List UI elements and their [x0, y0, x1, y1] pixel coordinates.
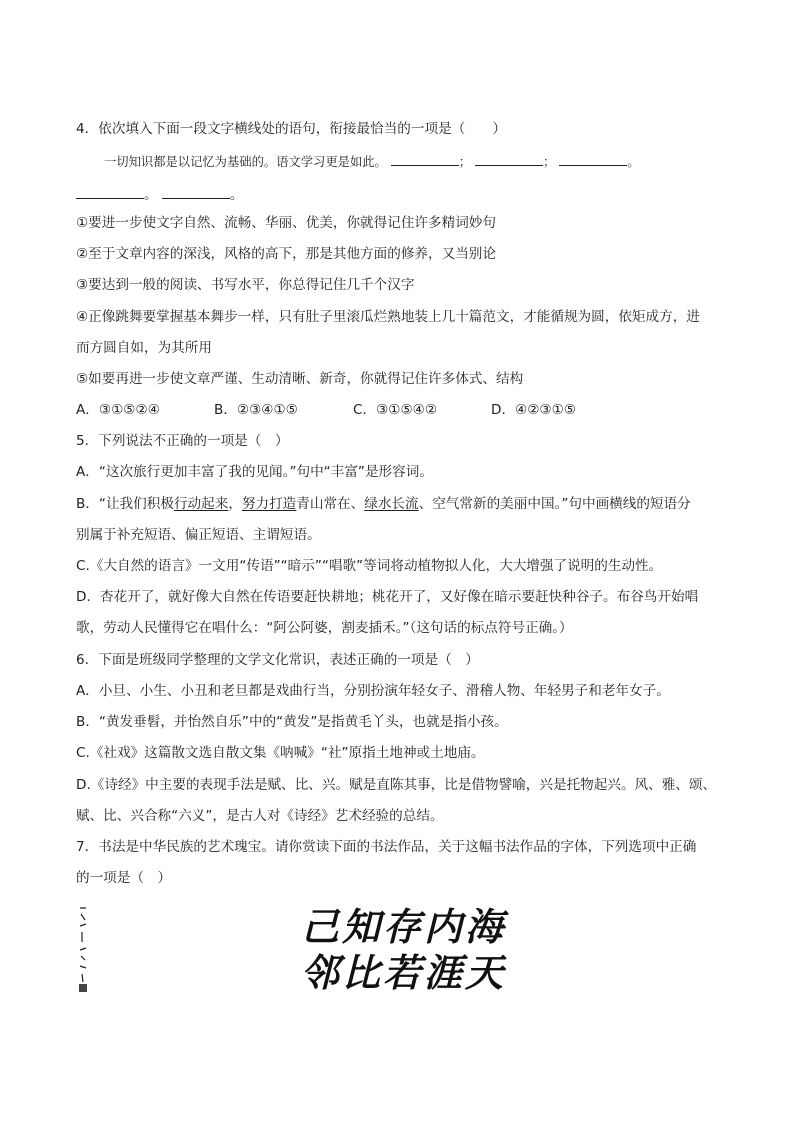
q4-sep: 。	[229, 187, 244, 203]
q4-item-4-cont: 而方圆自如，为其所用	[76, 340, 212, 356]
calligraphy-svg	[76, 898, 507, 995]
q5-b-underlined-1: 行动起来	[173, 496, 229, 512]
q4-stem: 4．依次填入下面一段文字横线处的语句，衔接最恰当的一项是（ ）	[76, 121, 507, 137]
q5-stem: 5．下列说法不正确的一项是（ ）	[76, 433, 289, 449]
q6-option-a[interactable]: A．小旦、小生、小丑和老旦都是戏曲行当，分别扮演年轻女子、滑稽人物、年轻男子和老年女子。	[76, 683, 670, 699]
q4-passage-text: 一切知识都是以记忆为基础的。语文学习更是如此。	[104, 155, 387, 169]
q5-b-text: ，	[228, 496, 242, 512]
q4-item-1: ①要进一步使文字自然、流畅、华丽、优美，你就得记住许多精词妙句	[76, 215, 496, 231]
q5-b-underlined-3: 绿水长流	[364, 496, 419, 512]
q5-option-d-cont: 歌，劳动人民懂得它在唱什么：“阿公阿婆，割麦插禾。”（这句话的标点符号正确。）	[76, 620, 573, 636]
calligraphy-row-bottom: 天涯若比邻	[301, 950, 507, 995]
q6-option-d-cont: 赋、比、兴合称“六义”，是古人对《诗经》艺术经验的总结。	[76, 808, 444, 824]
q5-option-d[interactable]: D．杏花开了，就好像大自然在传语要赶快耕地；桃花开了，又好像在暗示要赶快种谷子。布谷鸟开始唱	[76, 589, 699, 605]
q6-option-b[interactable]: B．“黄发垂髫，并怡然自乐”中的“黄发”是指黄毛丫头，也就是指小孩。	[76, 714, 508, 730]
q4-item-5: ⑤如要再进一步使文章严谨、生动清晰、新奇，你就得记住许多体式、结构	[76, 371, 524, 387]
q4-sep: ；	[543, 155, 556, 169]
q4-sep: 。	[627, 155, 640, 169]
q4-blanks-line2	[76, 186, 726, 204]
q4-item-4: ④正像跳舞要掌握基本舞步一样，只有肚子里滚瓜烂熟地装上几十篇范文，才能循规为圆，依矩成方，进	[76, 309, 700, 325]
calligraphy-row-top: 海内存知己	[301, 904, 507, 949]
q4-blank-2	[475, 153, 543, 166]
q4-blank-4	[76, 186, 144, 199]
q5-b-text: B．“让我们积极	[76, 496, 174, 512]
q4-sep: 。	[144, 187, 158, 203]
signature-strokes	[80, 908, 86, 982]
q5-option-b-cont: 别属于补充短语、偏正短语、主谓短语。	[76, 527, 321, 543]
q5-option-b[interactable]	[76, 495, 726, 513]
q4-sep: ；	[458, 155, 472, 169]
q5-option-a[interactable]: A．“这次旅行更加丰富了我的见闻。”句中“丰富”是形容词。	[76, 464, 433, 480]
q4-option-c[interactable]: C．③①⑤④②	[353, 402, 438, 418]
q6-stem: 6．下面是班级同学整理的文学文化常识，表述正确的一项是（ ）	[76, 652, 479, 668]
q4-blank-5	[162, 186, 230, 199]
q4-item-3: ③要达到一般的阅读、书写水平，你总得记住几千个汉字	[76, 277, 415, 293]
calligraphy-artwork	[76, 898, 507, 995]
q5-option-c[interactable]: C.《大自然的语言》一文用“传语”“暗示”“唱歌”等词将动植物拟人化，大大增强了说明的生动性。	[76, 558, 663, 574]
q4-blank-3	[559, 153, 627, 166]
q4-passage	[104, 153, 724, 171]
q6-option-c[interactable]: C.《社戏》这篇散文选自散文集《呐喊》“社”原指土地神或土地庙。	[76, 745, 485, 761]
q4-item-2: ②至于文章内容的深浅，风格的高下，那是其他方面的修养，又当别论	[76, 246, 496, 262]
q5-b-text: 青山常在、	[296, 496, 365, 512]
q7-stem-cont: 的一项是（ ）	[76, 870, 172, 886]
q4-option-a[interactable]: A．③①⑤②④	[76, 402, 160, 418]
q5-b-underlined-2: 努力打造	[241, 496, 297, 512]
q7-stem: 7．书法是中华民族的艺术瑰宝。请你赏读下面的书法作品，关于这幅书法作品的字体，下列选项中正确	[76, 839, 697, 855]
q4-option-d[interactable]: D．④②③①⑤	[491, 402, 576, 418]
seal-mark	[79, 984, 87, 992]
q4-option-b[interactable]: B．②③④①⑤	[214, 402, 298, 418]
q4-blank-1	[391, 153, 459, 166]
q6-option-d[interactable]: D.《诗经》中主要的表现手法是赋、比、兴。赋是直陈其事，比是借物譬喻，兴是托物起兴。风、雅、颂、	[76, 777, 717, 793]
q5-b-text: 、空气常新的美丽中国。”句中画横线的短语分	[418, 496, 691, 512]
